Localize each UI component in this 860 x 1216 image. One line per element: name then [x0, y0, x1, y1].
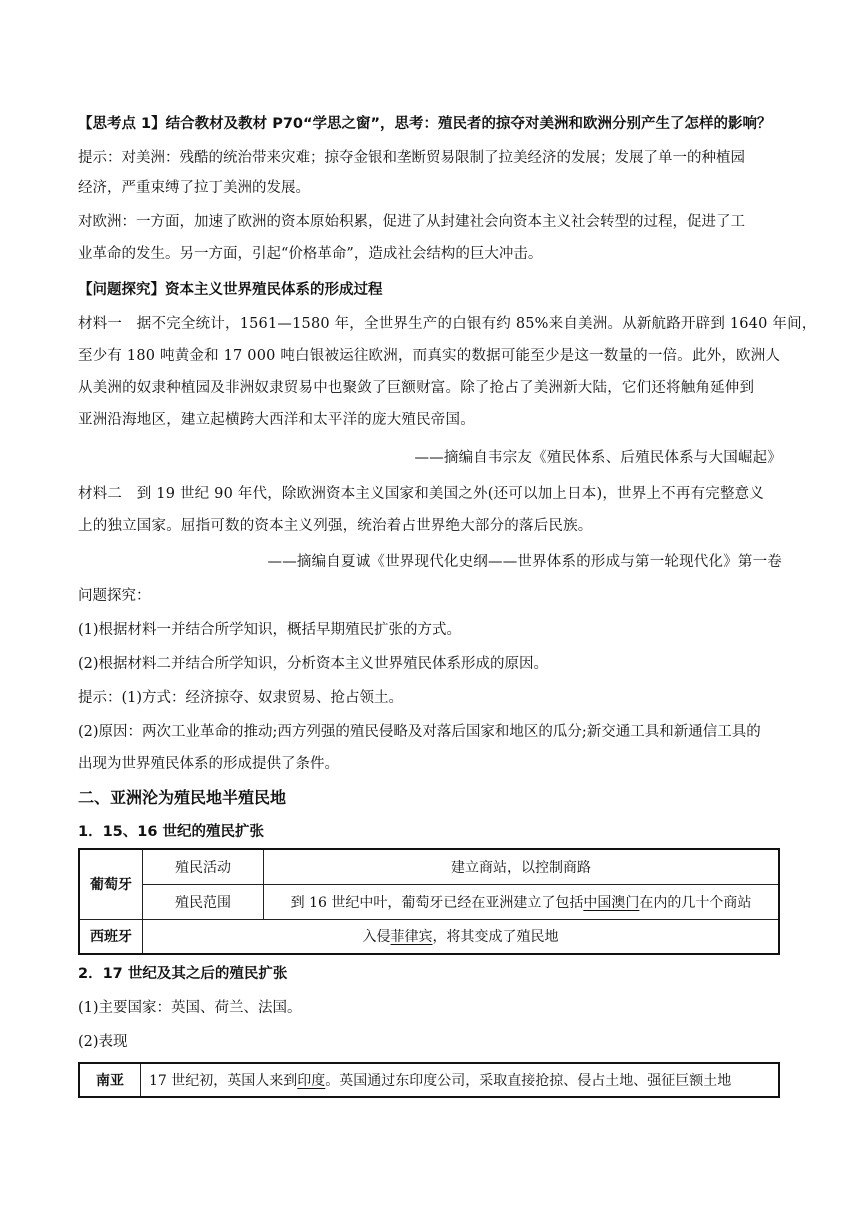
inquiry-label: 【问题探究】: [78, 282, 165, 298]
table-cell-portugal: 葡萄牙: [79, 849, 143, 919]
colonial-table-15-16c: [78, 848, 780, 955]
subsection-2-heading: 2．17 世纪及其之后的殖民扩张: [78, 966, 288, 982]
think-point-label: 【思考点 1】: [78, 116, 166, 132]
europe-line-1: 对欧洲：一方面，加速了欧洲的资本原始积累，促进了从封建社会向资本主义社会转型的过程，促进了工: [78, 214, 745, 230]
table-row: [79, 849, 779, 884]
table-cell-south-asia-value: [141, 1063, 780, 1097]
answer-2-line-2: 出现为世界殖民体系的形成提供了条件。: [78, 756, 339, 772]
range-text-underlined: 中国澳门: [583, 894, 640, 911]
material1-source: ——摘编自韦宗友《殖民体系、后殖民体系与大国崛起》: [414, 450, 782, 466]
answer-1: 提示：(1)方式：经济掠夺、奴隶贸易、抢占领土。: [78, 690, 404, 706]
question-2: (2)根据材料二并结合所学知识，分析资本主义世界殖民体系形成的原因。: [78, 656, 549, 672]
material2-line-1: 材料二 到 19 世纪 90 年代，除欧洲资本主义国家和美国之外(还可以加上日本)，世界上不再有完整意义: [78, 486, 765, 502]
subsection-1-heading: 1．15、16 世纪的殖民扩张: [78, 824, 264, 840]
think-point-question: [78, 114, 772, 134]
material1-line-1: 材料一 据不完全统计，1561—1580 年，全世界生产的白银有约 85%来自美洲。从新航路开辟到 1640 年间，: [78, 316, 817, 332]
range-text-pre: 到 16 世纪中叶，葡萄牙已经在亚洲建立了包括: [290, 894, 584, 911]
think-point-text: 结合教材及教材 P70“学思之窗”，思考：殖民者的掠夺对美洲和欧洲分别产生了怎样的影响？: [165, 116, 772, 132]
table-cell-range-label: 殖民范围: [143, 884, 264, 919]
south-asia-text-pre: 17 世纪初，英国人来到: [149, 1073, 298, 1089]
table-cell-activity-value: 建立商站，以控制商路: [264, 849, 780, 884]
hint-line-1: 提示：对美洲：残酷的统治带来灾难；掠夺金银和垄断贸易限制了拉美经济的发展；发展了单一的种植园: [78, 150, 745, 166]
answer-2-line-1: (2)原因：两次工业革命的推动;西方列强的殖民侵略及对落后国家和地区的瓜分;新交通工具和新通信工具的: [78, 724, 761, 740]
table-cell-spain: 西班牙: [79, 919, 143, 954]
table-cell-south-asia: 南亚: [79, 1063, 141, 1097]
question-1: (1)根据材料一并结合所学知识，概括早期殖民扩张的方式。: [78, 622, 462, 638]
material1-line-3: 从美洲的奴隶种植园及非洲奴隶贸易中也聚敛了巨额财富。除了抢占了美洲新大陆，它们还将触角延伸到: [78, 380, 755, 396]
material1-line-2: 至少有 180 吨黄金和 17 000 吨白银被运往欧洲，而真实的数据可能至少是这一数量的一倍。此外，欧洲人: [78, 348, 781, 364]
table-row: [79, 884, 779, 919]
inquiry-title: 资本主义世界殖民体系的形成过程: [165, 282, 383, 298]
questions-label: 问题探究：: [78, 588, 151, 604]
material2-source: ——摘编自夏诚《世界现代化史纲——世界体系的形成与第一轮现代化》第一卷: [267, 554, 782, 570]
main-countries: (1)主要国家：英国、荷兰、法国。: [78, 1000, 302, 1016]
table-cell-spain-value: [143, 919, 780, 954]
inquiry-heading: [78, 280, 383, 300]
europe-line-2: 业革命的发生。另一方面，引起“价格革命”，造成社会结构的巨大冲击。: [78, 246, 543, 262]
spain-text-post: ，将其变成了殖民地: [432, 929, 559, 946]
table-cell-activity-label: 殖民活动: [143, 849, 264, 884]
section-heading: 二、亚洲沦为殖民地半殖民地: [78, 788, 287, 807]
range-text-post: 在内的几十个商站: [639, 894, 752, 911]
material1-line-4: 亚洲沿海地区，建立起横跨大西洋和太平洋的庞大殖民帝国。: [78, 412, 475, 428]
table-row: [79, 919, 779, 954]
spain-text-pre: 入侵: [362, 929, 391, 946]
performance-label: (2)表现: [78, 1034, 128, 1050]
hint-line-2: 经济，严重束缚了拉丁美洲的发展。: [78, 180, 310, 196]
spain-text-underlined: 菲律宾: [390, 929, 433, 946]
material2-line-2: 上的独立国家。屈指可数的资本主义列强，统治着占世界绝大部分的落后民族。: [78, 518, 593, 534]
table-row: [79, 1063, 779, 1097]
colonial-table-17c: [78, 1062, 780, 1098]
table-cell-range-value: [264, 884, 780, 919]
south-asia-text-post: 。英国通过东印度公司，采取直接抢掠、侵占土地、强征巨额土地: [325, 1073, 732, 1089]
south-asia-text-underlined: 印度: [297, 1073, 326, 1089]
